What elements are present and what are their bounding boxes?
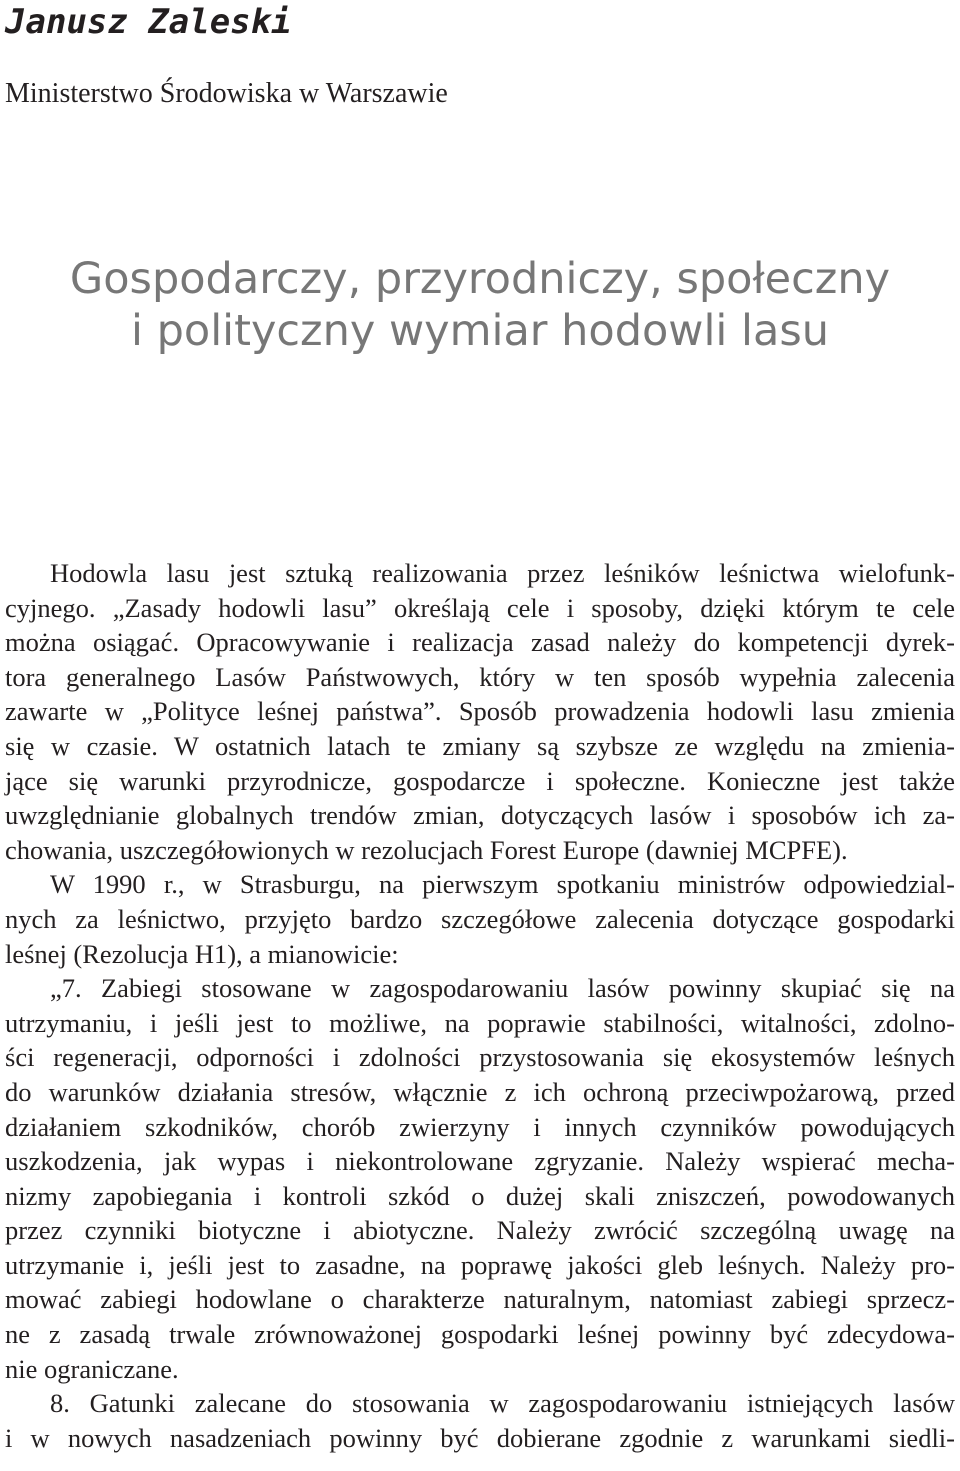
body-line: chowania, uszczegółowionych w rezolucjach Forest Europe (dawniej MCPFE).	[5, 834, 848, 865]
quote-line: utrzymaniu, i jeśli jest to możliwe, na poprawie stabilności, witalności, zdolno-	[5, 1007, 955, 1038]
quote-line: mować zabiegi hodowlane o charakterze naturalnym, natomiast zabiegi sprzecz-	[5, 1284, 955, 1315]
quote-line: ści regeneracji, odporności i zdolności przystosowania się ekosystemów leśnych	[5, 1042, 955, 1073]
quote-line: działaniem szkodników, chorób zwierzyny i innych czynników powodujących	[5, 1111, 955, 1142]
quote-line: 8. Gatunki zalecane do stosowania w zagospodarowaniu istniejących lasów	[50, 1388, 955, 1419]
body-line: uwzględnianie globalnych trendów zmian, dotyczących lasów i sposobów ich za-	[5, 800, 955, 831]
body-line: się w czasie. W ostatnich latach te zmiany są szybsze ze względu na zmienia-	[5, 730, 955, 761]
quote-line: nizmy zapobiegania i kontroli szkód o dużej skali zniszczeń, powodowanych	[5, 1180, 955, 1211]
quote-line: ne z zasadą trwale zrównoważonej gospodarki leśnej powinny być zdecydowa-	[5, 1319, 955, 1350]
quote-line: uszkodzenia, jak wypas i niekontrolowane zgryzanie. Należy wspierać mecha-	[5, 1146, 955, 1177]
quote-line: do warunków działania stresów, włącznie z ich ochroną przeciwpożarową, przed	[5, 1076, 955, 1107]
author-name: Janusz Zaleski	[5, 2, 292, 42]
quote-line: utrzymanie i, jeśli jest to zasadne, na poprawę jakości gleb leśnych. Należy pro-	[5, 1249, 955, 1280]
article-title	[0, 253, 960, 357]
quote-line: nie ograniczane.	[5, 1353, 179, 1384]
body-line: leśnej (Rezolucja H1), a mianowicie:	[5, 938, 399, 969]
article-body	[5, 556, 955, 1455]
body-line: jące się warunki przyrodnicze, gospodarcze i społeczne. Konieczne jest także	[5, 765, 955, 796]
quote-line: i w nowych nasadzeniach powinny być dobierane zgodnie z warunkami siedli-	[5, 1422, 955, 1453]
body-line: można osiągać. Opracowywanie i realizacja zasad należy do kompetencji dyrek-	[5, 627, 955, 658]
author-affiliation: Ministerstwo Środowiska w Warszawie	[5, 78, 448, 109]
article-title-line-1: Gospodarczy, przyrodniczy, społeczny	[69, 254, 891, 304]
body-line: cyjnego. „Zasady hodowli lasu” określają cele i sposoby, dzięki którym te cele	[5, 592, 955, 623]
body-line: nych za leśnictwo, przyjęto bardzo szczegółowe zalecenia dotyczące gospodarki	[5, 903, 955, 934]
body-line: zawarte w „Polityce leśnej państwa”. Sposób prowadzenia hodowli lasu zmienia	[5, 696, 955, 727]
body-line: tora generalnego Lasów Państwowych, który w ten sposób wypełnia zalecenia	[5, 661, 955, 692]
body-line: Hodowla lasu jest sztuką realizowania przez leśników leśnictwa wielofunk-	[50, 558, 955, 588]
article-title-line-2: i polityczny wymiar hodowli lasu	[131, 306, 829, 356]
quote-line: „7. Zabiegi stosowane w zagospodarowaniu lasów powinny skupiać się na	[50, 973, 955, 1004]
body-line: W 1990 r., w Strasburgu, na pierwszym spotkaniu ministrów odpowiedzial-	[50, 869, 955, 900]
quote-line: przez czynniki biotyczne i abiotyczne. Należy zwrócić szczególną uwagę na	[5, 1215, 955, 1246]
